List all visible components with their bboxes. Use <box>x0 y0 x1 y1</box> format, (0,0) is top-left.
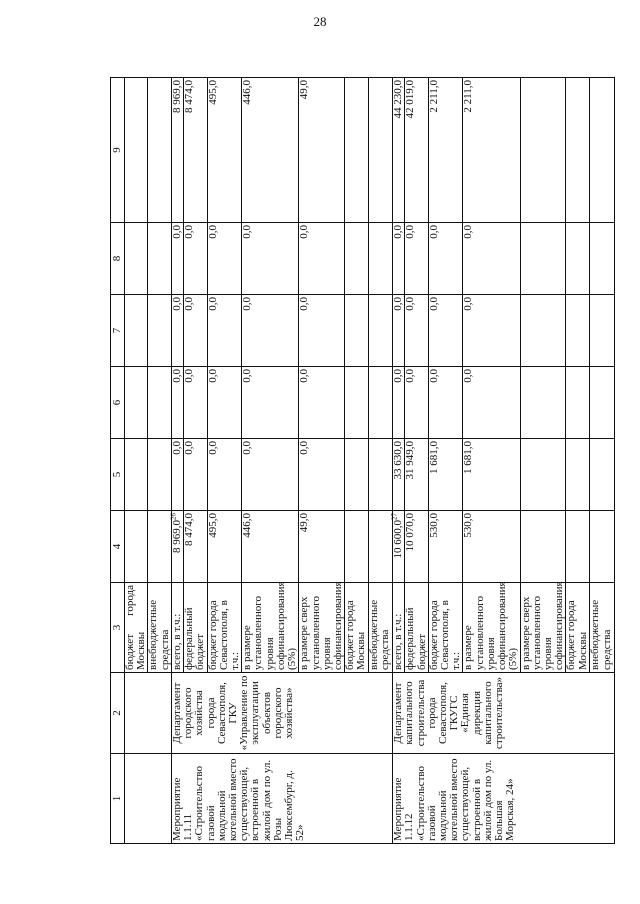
rotated-table-container <box>110 78 613 844</box>
value-cell: 0,0 <box>428 223 463 295</box>
value-cell <box>520 511 566 583</box>
table-row <box>171 78 183 844</box>
funding-source: бюджет города Москвы <box>566 583 590 673</box>
value-cell: 44 230,0 <box>393 78 405 223</box>
value-cell: 530,0 <box>463 511 520 583</box>
value-cell: 49,0 <box>299 78 345 223</box>
value-cell <box>520 78 566 223</box>
value-cell <box>566 295 590 367</box>
column-header: 3 <box>111 583 125 673</box>
value-cell <box>566 367 590 439</box>
funding-source: в размере сверх установленного уровня софинансирования <box>520 583 566 673</box>
value-cell <box>590 223 615 295</box>
value-cell: 0,0 <box>405 295 428 367</box>
column-header: 4 <box>111 511 125 583</box>
funding-source: федеральный бюджет <box>405 583 428 673</box>
value-cell: 8 474,0 <box>184 78 207 223</box>
value-cell <box>369 511 393 583</box>
value-cell: 0,0 <box>463 223 520 295</box>
value-cell <box>345 223 369 295</box>
value-cell: 1 681,0 <box>463 439 520 511</box>
column-header: 8 <box>111 223 125 295</box>
value-cell <box>369 439 393 511</box>
carryover-source: внебюджетные средства <box>148 583 171 673</box>
measure-executor: Департамент городского хозяйства города Севастополя, ГКУ «Управление по эксплуатации объектов городского хозяйства» <box>171 673 392 754</box>
value-cell: 1 681,0 <box>428 439 463 511</box>
funding-source: всего, в т.ч.: <box>393 583 405 673</box>
value-cell: 2 211,0 <box>428 78 463 223</box>
column-header: 1 <box>111 754 125 844</box>
value-cell: 0,0 <box>184 223 207 295</box>
value-cell: 0,0 <box>207 439 242 511</box>
value-cell <box>566 439 590 511</box>
value-cell: 495,0 <box>207 78 242 223</box>
value-cell: 0,0 <box>393 223 405 295</box>
value-cell: 0,0 <box>171 439 183 511</box>
column-header: 7 <box>111 295 125 367</box>
value-cell: 0,0 <box>184 439 207 511</box>
value-cell <box>590 78 615 223</box>
value-cell: 0,0 <box>207 295 242 367</box>
measure-title: Мероприятие 1.1.12 «Строительство газовой модульной котельной вместо существующей, встроенной в жилой дом по ул. Большая Морская, 24» <box>393 754 615 844</box>
value-cell: 0,0 <box>299 223 345 295</box>
column-header: 5 <box>111 439 125 511</box>
value-cell: 8 474,0 <box>184 511 207 583</box>
value-cell: 0,0 <box>428 295 463 367</box>
funding-source: бюджет города Севастополя, в т.ч.: <box>207 583 242 673</box>
value-cell <box>345 439 369 511</box>
value-cell <box>345 367 369 439</box>
carryover-empty-cell <box>125 754 172 844</box>
value-cell: 0,0 <box>463 367 520 439</box>
value-cell: 0,0 <box>242 295 299 367</box>
value-cell: 31 949,0 <box>405 439 428 511</box>
page-number: 28 <box>313 14 327 29</box>
value-cell <box>590 511 615 583</box>
value-cell: 0,0 <box>242 439 299 511</box>
value-cell: 0,0 <box>207 223 242 295</box>
value-cell: 0,0 <box>463 295 520 367</box>
value-cell: 2 211,0 <box>463 78 520 223</box>
value-cell <box>345 78 369 223</box>
value-cell: 0,0 <box>405 367 428 439</box>
funding-source: внебюджетные средства <box>369 583 393 673</box>
value-cell: 0,0 <box>299 367 345 439</box>
value-cell: 495,0 <box>207 511 242 583</box>
value-cell: 0,0 <box>393 295 405 367</box>
value-cell <box>369 367 393 439</box>
value-cell <box>590 295 615 367</box>
value-cell <box>369 223 393 295</box>
value-cell: 0,0 <box>299 439 345 511</box>
value-cell: 446,0 <box>242 78 299 223</box>
value-cell: 49,0 <box>299 511 345 583</box>
value-cell <box>566 223 590 295</box>
funding-source: в размере установленного уровня софинансирования (5%) <box>242 583 299 673</box>
value-cell <box>566 511 590 583</box>
value-cell <box>590 367 615 439</box>
value-cell <box>345 511 369 583</box>
funding-table <box>110 77 615 844</box>
value-cell: 0,0 <box>184 367 207 439</box>
measure-executor: Департамент капитального строительства города Севастополя, ГКУГС «Единая дирекция капитального строительства» <box>393 673 615 754</box>
value-cell <box>520 223 566 295</box>
funding-source: в размере сверх установленного уровня софинансирования <box>299 583 345 673</box>
value-cell: 0,0 <box>184 295 207 367</box>
funding-source: бюджет города Москвы <box>345 583 369 673</box>
value-cell: 0,0 <box>171 223 183 295</box>
value-cell: 42 019,0 <box>405 78 428 223</box>
value-cell: 530,0 <box>428 511 463 583</box>
value-cell <box>520 439 566 511</box>
value-cell <box>566 78 590 223</box>
funding-source: всего, в т.ч.: <box>171 583 183 673</box>
value-cell: 8 969,0 <box>171 78 183 223</box>
value-cell <box>590 439 615 511</box>
funding-source: внебюджетные средства <box>590 583 615 673</box>
funding-source: бюджет города Севастополя, в т.ч.: <box>428 583 463 673</box>
footnote-marker: 26 <box>169 513 178 520</box>
funding-source: федеральный бюджет <box>184 583 207 673</box>
value-cell: 0,0 <box>207 367 242 439</box>
value-cell <box>520 367 566 439</box>
value-cell: 0,0 <box>171 367 183 439</box>
value-cell <box>369 78 393 223</box>
carryover-source: бюджет города Москвы <box>125 583 148 673</box>
value-cell: 0,0 <box>405 223 428 295</box>
value-cell <box>520 295 566 367</box>
measure-title: Мероприятие 1.1.11 «Строительство газовой модульной котельной вместо существующей, встроенной в жилой дом по ул. Розы Люксембург, д. 52» <box>171 754 392 844</box>
funding-source: в размере установленного уровня софинансирования (5%) <box>463 583 520 673</box>
column-header: 6 <box>111 367 125 439</box>
value-cell: 33 630,0 <box>393 439 405 511</box>
footnote-marker: 27 <box>390 513 399 520</box>
value-cell: 0,0 <box>242 223 299 295</box>
value-cell: 8 969,0$^{26}$ <box>171 511 183 583</box>
value-cell: 0,0 <box>171 295 183 367</box>
value-cell: 0,0 <box>393 367 405 439</box>
value-cell: 10 600,0$^{27}$ <box>393 511 405 583</box>
carryover-empty-cell <box>125 673 172 754</box>
column-number-header <box>111 78 125 844</box>
column-header: 2 <box>111 673 125 754</box>
value-cell: 446,0 <box>242 511 299 583</box>
column-header: 9 <box>111 78 125 223</box>
value-cell <box>369 295 393 367</box>
value-cell: 0,0 <box>428 367 463 439</box>
value-cell: 0,0 <box>299 295 345 367</box>
carryover-row <box>125 78 148 844</box>
value-cell <box>345 295 369 367</box>
value-cell: 0,0 <box>242 367 299 439</box>
value-cell: 10 070,0 <box>405 511 428 583</box>
table-row <box>393 78 405 844</box>
